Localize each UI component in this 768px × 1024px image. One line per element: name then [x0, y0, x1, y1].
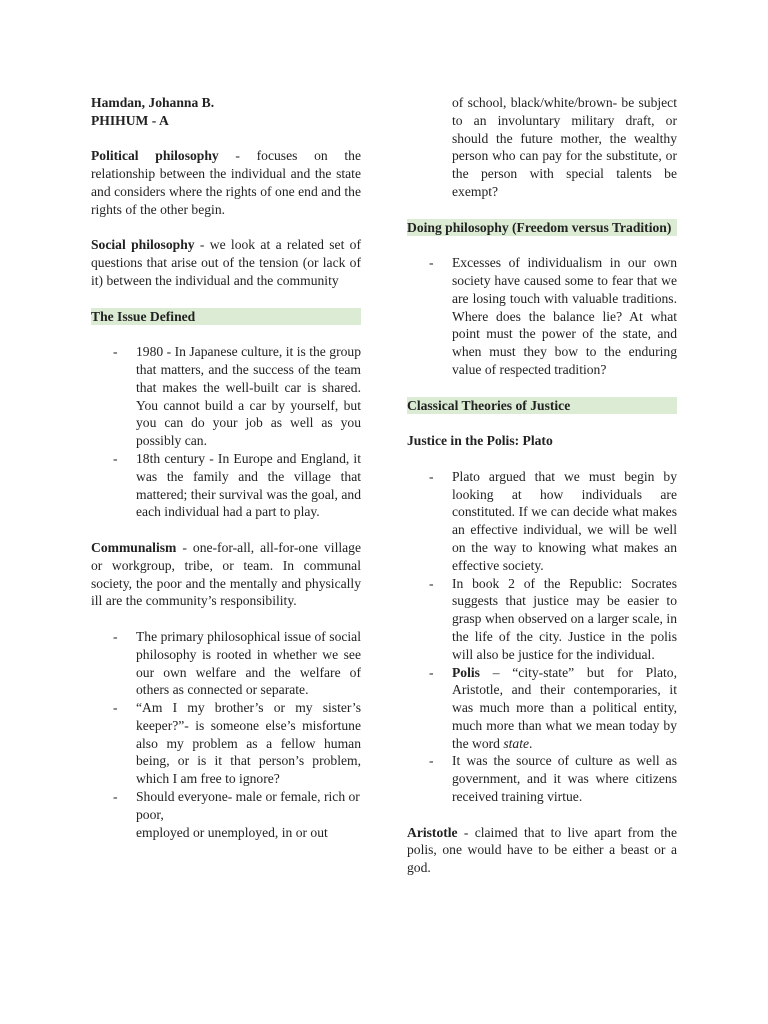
list-item: - The primary philosophical issue of social philosophy is rooted in whether we see our own welfare and the welfare of others as connected or separate. — [136, 628, 361, 699]
list-item: - 18th century - In Europe and England, it was the family and the village that mattered; their survival was the goal, and each individual had a part to play. — [136, 450, 361, 521]
list-item-continuation: of school, black/white/brown- be subject to an involuntary military draft, or should the future mother, the wealthy person who can pay for the substitute, or the person with special talents be exempt? — [452, 95, 677, 199]
aristotle-paragraph: Aristotle - claimed that to live apart from the polis, one would have to be either a beast or a god. — [407, 824, 677, 876]
doing-philosophy-heading: Doing philosophy (Freedom versus Tradition) — [407, 219, 677, 237]
political-philosophy-paragraph: Political philosophy - focuses on the relationship between the individual and the state and considers where the rights of one end and the rights of the other begin. — [91, 148, 361, 217]
term: Polis — [452, 664, 480, 680]
right-column — [407, 94, 677, 877]
social-philosophy-paragraph: Social philosophy - we look at a related set of questions that arise out of the tension (or lack of it) between the individual and the community — [91, 237, 361, 288]
term: Political philosophy — [91, 148, 219, 164]
list-item: - Should everyone- male or female, rich or poor, — [136, 788, 361, 824]
list-item: - Plato argued that we must begin by looking at how individuals are constituted. If we can decide what makes an effective individual, we will be well on the way to knowing what makes an effective society. — [452, 468, 677, 575]
term: Aristotle — [407, 824, 458, 840]
issue-defined-heading: The Issue Defined — [91, 308, 361, 326]
list-item: - It was the source of culture as well as government, and it was where citizens received training virtue. — [452, 752, 677, 805]
communalism-list — [91, 628, 361, 824]
left-column — [91, 94, 361, 841]
justice-polis-heading: Justice in the Polis: Plato — [407, 433, 553, 449]
list-item: - Polis – “city-state” but for Plato, Aristotle, and their contemporaries, it was much more than a political entity, much more than what we mean today by the word state. — [452, 664, 677, 753]
list-item: - 1980 - In Japanese culture, it is the group that matters, and the success of the team that makes the well-built car is shared. You cannot build a car by yourself, but you can do your job as well as you possibly can. — [136, 343, 361, 450]
list-item: - In book 2 of the Republic: Socrates suggests that justice may be easier to grasp when observed on a larger scale, in the life of the city. Justice in the polis will also be justice for the individual. — [452, 575, 677, 664]
plato-list — [407, 468, 677, 806]
term: Communalism — [91, 539, 177, 555]
course-code: PHIHUM - A — [91, 112, 169, 128]
communalism-paragraph: Communalism - one-for-all, all-for-one village or workgroup, tribe, or team. In communal society, the poor and the mentally and physically ill are the community’s responsibility. — [91, 539, 361, 609]
author-name: Hamdan, Johanna B. — [91, 95, 215, 110]
doing-list — [407, 254, 677, 379]
term: Social philosophy — [91, 237, 195, 253]
issue-list — [91, 343, 361, 521]
classical-theories-heading: Classical Theories of Justice — [407, 397, 677, 415]
list-item: - “Am I my brother’s or my sister’s keeper?”- is someone else’s misfortune also my problem as a fellow human being, or is it that person’s problem, which I am free to ignore? — [136, 699, 361, 788]
list-item: - Excesses of individualism in our own society have caused some to fear that we are losing touch with valuable traditions. Where does the balance lie? At what point must the power of the state, and when must they bow to the enduring value of respected tradition? — [452, 254, 677, 379]
list-item-continuation: employed or unemployed, in or out — [136, 824, 328, 840]
